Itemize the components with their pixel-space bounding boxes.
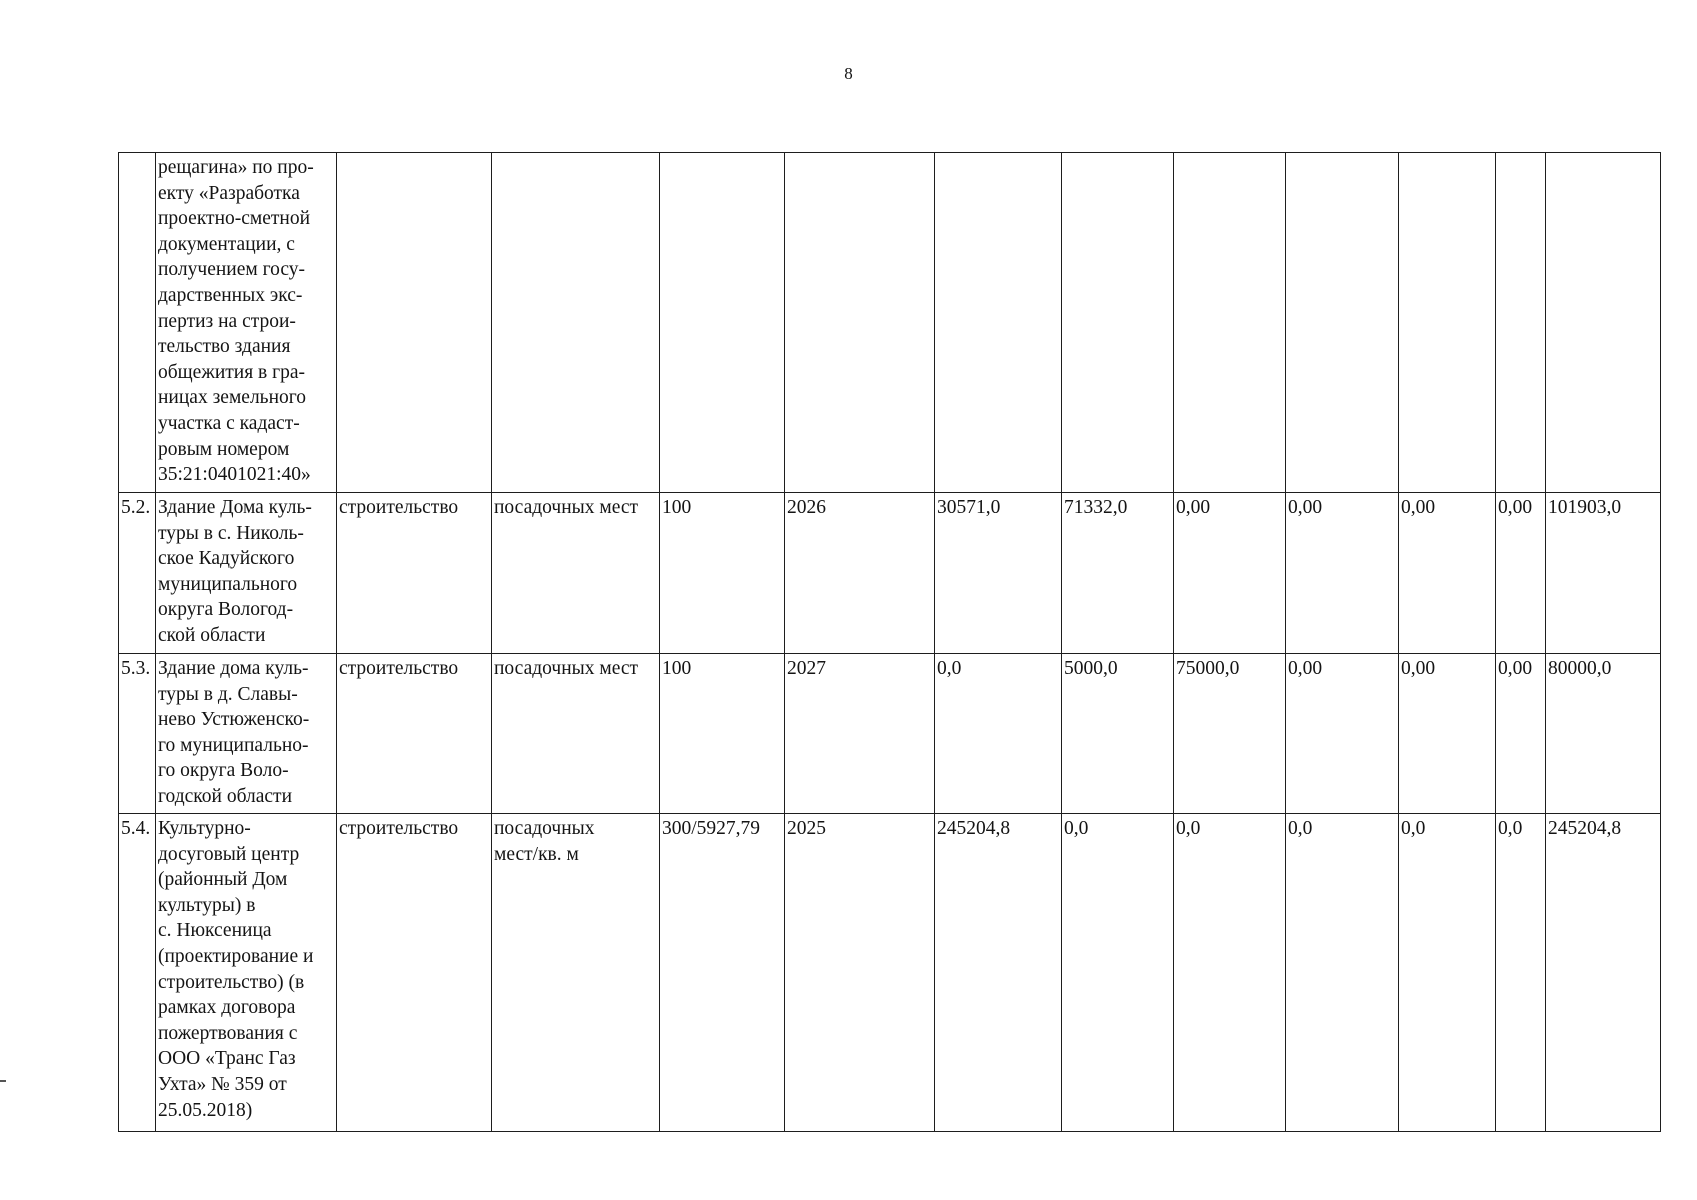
total-cell — [1546, 153, 1661, 493]
value-cell: 0,00 — [1399, 654, 1496, 814]
value-cell — [1286, 153, 1399, 493]
value-cell — [1399, 153, 1496, 493]
object-name-cell: Культурно- досуговый центр (районный Дом культуры) в с. Нюксеница (проектирование и строительство) (в рамках договора пожертвования с ООО «Транс Газ Ухта» № 359 от 25.05.2018) — [156, 814, 337, 1132]
value-cell — [935, 153, 1062, 493]
value-cell — [1062, 153, 1174, 493]
value-cell: 0,0 — [1496, 814, 1546, 1132]
capacity-cell: 100 — [660, 493, 785, 654]
row-number-cell: 5.4. — [119, 814, 156, 1132]
value-cell: 0,00 — [1286, 654, 1399, 814]
work-type-cell: строительство — [337, 493, 492, 654]
value-cell: 0,00 — [1286, 493, 1399, 654]
scan-edge-mark — [0, 1080, 6, 1082]
table-row — [119, 654, 1661, 814]
value-cell: 75000,0 — [1174, 654, 1286, 814]
work-type-cell: строительство — [337, 814, 492, 1132]
unit-cell: посадочных мест/кв. м — [492, 814, 660, 1132]
value-cell: 5000,0 — [1062, 654, 1174, 814]
capacity-cell: 300/5927,79 — [660, 814, 785, 1132]
object-name-cell: рещагина» по про- екту «Разработка проектно-сметной документации, с получением госу- дарственных экс- пертиз на строи- тельство здания общежития в гра- ницах земельного участка с кадаст- ровым номером 35:21:0401021:40» — [156, 153, 337, 493]
work-type-cell — [337, 153, 492, 493]
year-cell: 2026 — [785, 493, 935, 654]
total-cell: 80000,0 — [1546, 654, 1661, 814]
value-cell: 0,00 — [1496, 654, 1546, 814]
unit-cell — [492, 153, 660, 493]
unit-cell: посадочных мест — [492, 493, 660, 654]
capacity-cell — [660, 153, 785, 493]
value-cell: 0,0 — [935, 654, 1062, 814]
value-cell: 0,0 — [1174, 814, 1286, 1132]
unit-cell: посадочных мест — [492, 654, 660, 814]
table-row — [119, 493, 1661, 654]
work-type-cell: строительство — [337, 654, 492, 814]
value-cell: 71332,0 — [1062, 493, 1174, 654]
value-cell — [1496, 153, 1546, 493]
object-name-cell: Здание Дома куль- туры в с. Николь- ское Кадуйского муниципального округа Вологод- ской области — [156, 493, 337, 654]
total-cell: 245204,8 — [1546, 814, 1661, 1132]
row-number-cell: 5.2. — [119, 493, 156, 654]
object-name-cell: Здание дома куль- туры в д. Славы- нево Устюженско- го муниципально- го округа Воло- годской области — [156, 654, 337, 814]
table-row — [119, 153, 1661, 493]
value-cell: 0,0 — [1286, 814, 1399, 1132]
year-cell: 2027 — [785, 654, 935, 814]
value-cell: 0,0 — [1399, 814, 1496, 1132]
total-cell: 101903,0 — [1546, 493, 1661, 654]
value-cell: 30571,0 — [935, 493, 1062, 654]
row-number-cell: 5.3. — [119, 654, 156, 814]
value-cell: 0,00 — [1496, 493, 1546, 654]
value-cell: 0,0 — [1062, 814, 1174, 1132]
investment-objects-table — [118, 152, 1661, 1132]
year-cell: 2025 — [785, 814, 935, 1132]
value-cell: 0,00 — [1399, 493, 1496, 654]
capacity-cell: 100 — [660, 654, 785, 814]
page-number: 8 — [844, 64, 853, 83]
table-row — [119, 814, 1661, 1132]
value-cell: 245204,8 — [935, 814, 1062, 1132]
value-cell: 0,00 — [1174, 493, 1286, 654]
year-cell — [785, 153, 935, 493]
value-cell — [1174, 153, 1286, 493]
row-number-cell — [119, 153, 156, 493]
